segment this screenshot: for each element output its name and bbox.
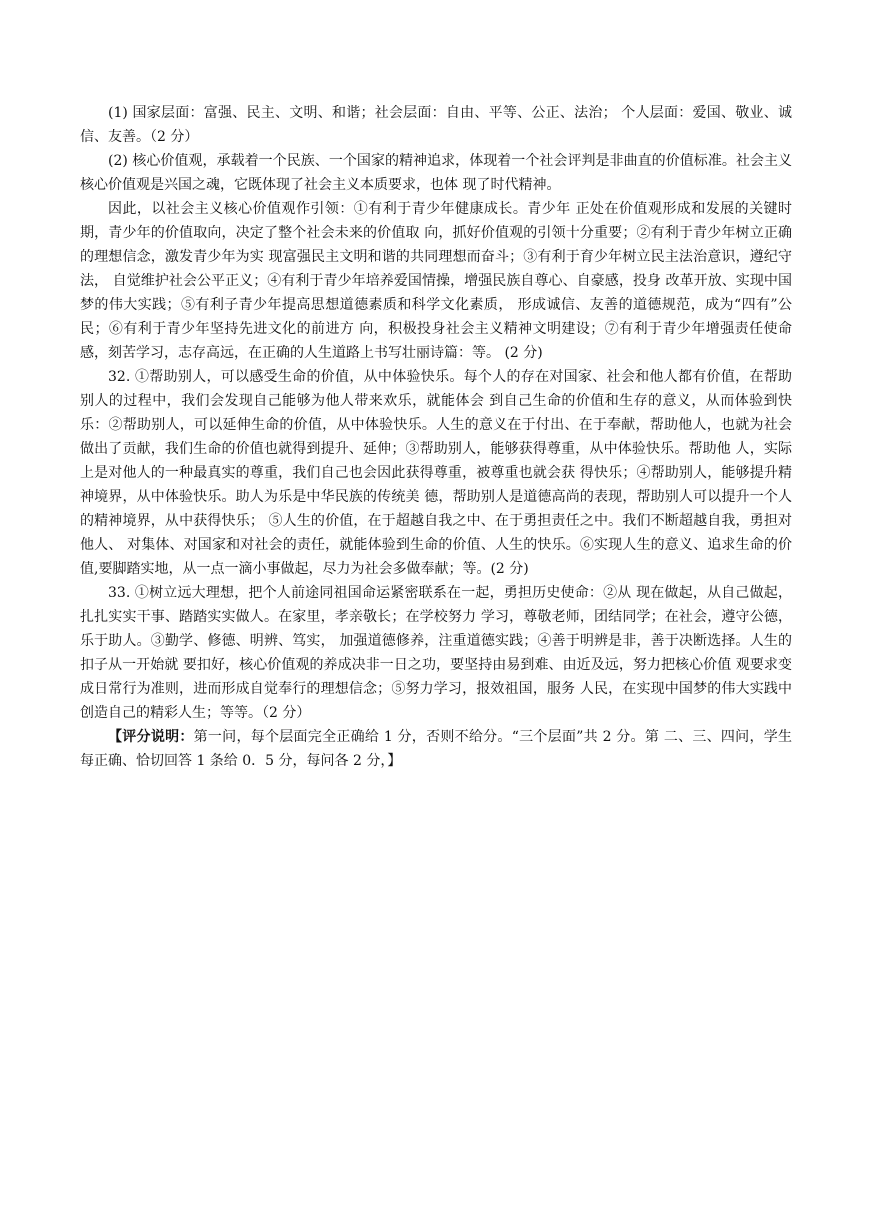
- answer-document: [80, 101, 792, 773]
- answer-paragraph-2: (2) 核心价值观，承载着一个民族、一个国家的精神追求，体现着一个社会评判是非曲直的价值标准。社会主义核心价值观是兴国之魂，它既体现了社会主义本质要求，也体 现了时代精神。: [80, 153, 792, 193]
- answer-paragraph-1: (1) 国家层面：富强、民主、文明、和谐；社会层面：自由、平等、公正、法治； 个人层面：爱国、敬业、诚信、友善。（2 分）: [80, 105, 792, 145]
- scoring-note-label: 【评分说明：: [108, 729, 194, 745]
- answer-paragraph-32: 32. ①帮助别人，可以感受生命的价值，从中体验快乐。每个人的存在对国家、社会和他人都有价值，在帮助别人的过程中，我们会发现自己能够为他人带来欢乐，就能体会 到自己生命的价值和生存的意义，从而体验到快乐：②帮助别人，可以延伸生命的价值，从中体验快乐。人生的意义在于付出、在于奉献，帮助他人，也就为社会做出了贡献，我们生命的价值也就得到提升、延伸；③帮助别人，能够获得尊重，从中体验快乐。帮助他 人，实际上是对他人的一种最真实的尊重，我们自己也会因此获得尊重，被尊重也就会获 得快乐；④帮助别人，能够提升精神境界，从中体验快乐。助人为乐是中华民族的传统美 德，帮助别人是道德高尚的表现，帮助别人可以提升一个人的精神境界，从中获得快乐； ⑤人生的价值，在于超越自我之中、在于勇担责任之中。我们不断超越自我，勇担对他人、 对集体、对国家和对社会的责任，就能体验到生命的价值、人生的快乐。⑥实现人生的意义、追求生命的价值,要脚踏实地，从一点一滴小事做起，尽力为社会多做奉献；等。(2 分): [80, 369, 792, 577]
- answer-paragraph-33: 33. ①树立远大理想，把个人前途同祖国命运紧密联系在一起，勇担历史使命：②从 现在做起，从自己做起，扎扎实实干事、踏踏实实做人。在家里，孝亲敬长；在学校努力 学习，尊敬老师，团结同学；在社会，遵守公德，乐于助人。③勤学、修德、明辨、笃实， 加强道德修养，注重道德实践；④善于明辨是非，善于决断选择。人生的扣子从一开始就 要扣好，核心价值观的养成决非一日之功，要坚持由易到难、由近及远，努力把核心价值 观要求变成日常行为准则，进而形成自觉奉行的理想信念；⑤努力学习，报效祖国，服务 人民，在实现中国梦的伟大实践中创造自己的精彩人生；等等。（2 分）: [80, 585, 792, 721]
- answer-paragraph-3: 因此，以社会主义核心价值观作引领：①有利于青少年健康成长。青少年 正处在价值观形成和发展的关键时期，青少年的价值取向，决定了整个社会未来的价值取 向，抓好价值观的引领十分重要；②有利于青少年树立正确的理想信念，激发青少年为实 现富强民主文明和谐的共同理想而奋斗；③有利于育少年树立民主法治意识，遵纪守法， 自觉维护社会公平正义；④有利于青少年培养爱国情操，增强民族自尊心、自豪感，投身 改革开放、实现中国梦的伟大实践；⑤有利子青少年提高思想道德素质和科学文化素质， 形成诚信、友善的道德规范，成为“四有”公民；⑥有利于青少年坚持先进文化的前进方 向，积极投身社会主义精神文明建设；⑦有利于青少年增强责任使命感，刻苦学习，志存高远，在正确的人生道路上书写壮丽诗篇：等。 (2 分): [80, 201, 792, 361]
- scoring-note-text: 第一问，每个层面完全正确给 1 分，否则不给分。“三个层面”共 2 分。第 二、三、四问，学生每正确、恰切回答 1 条给 0．5 分，每问各 2 分，】: [80, 729, 792, 769]
- scoring-note: [80, 725, 792, 773]
